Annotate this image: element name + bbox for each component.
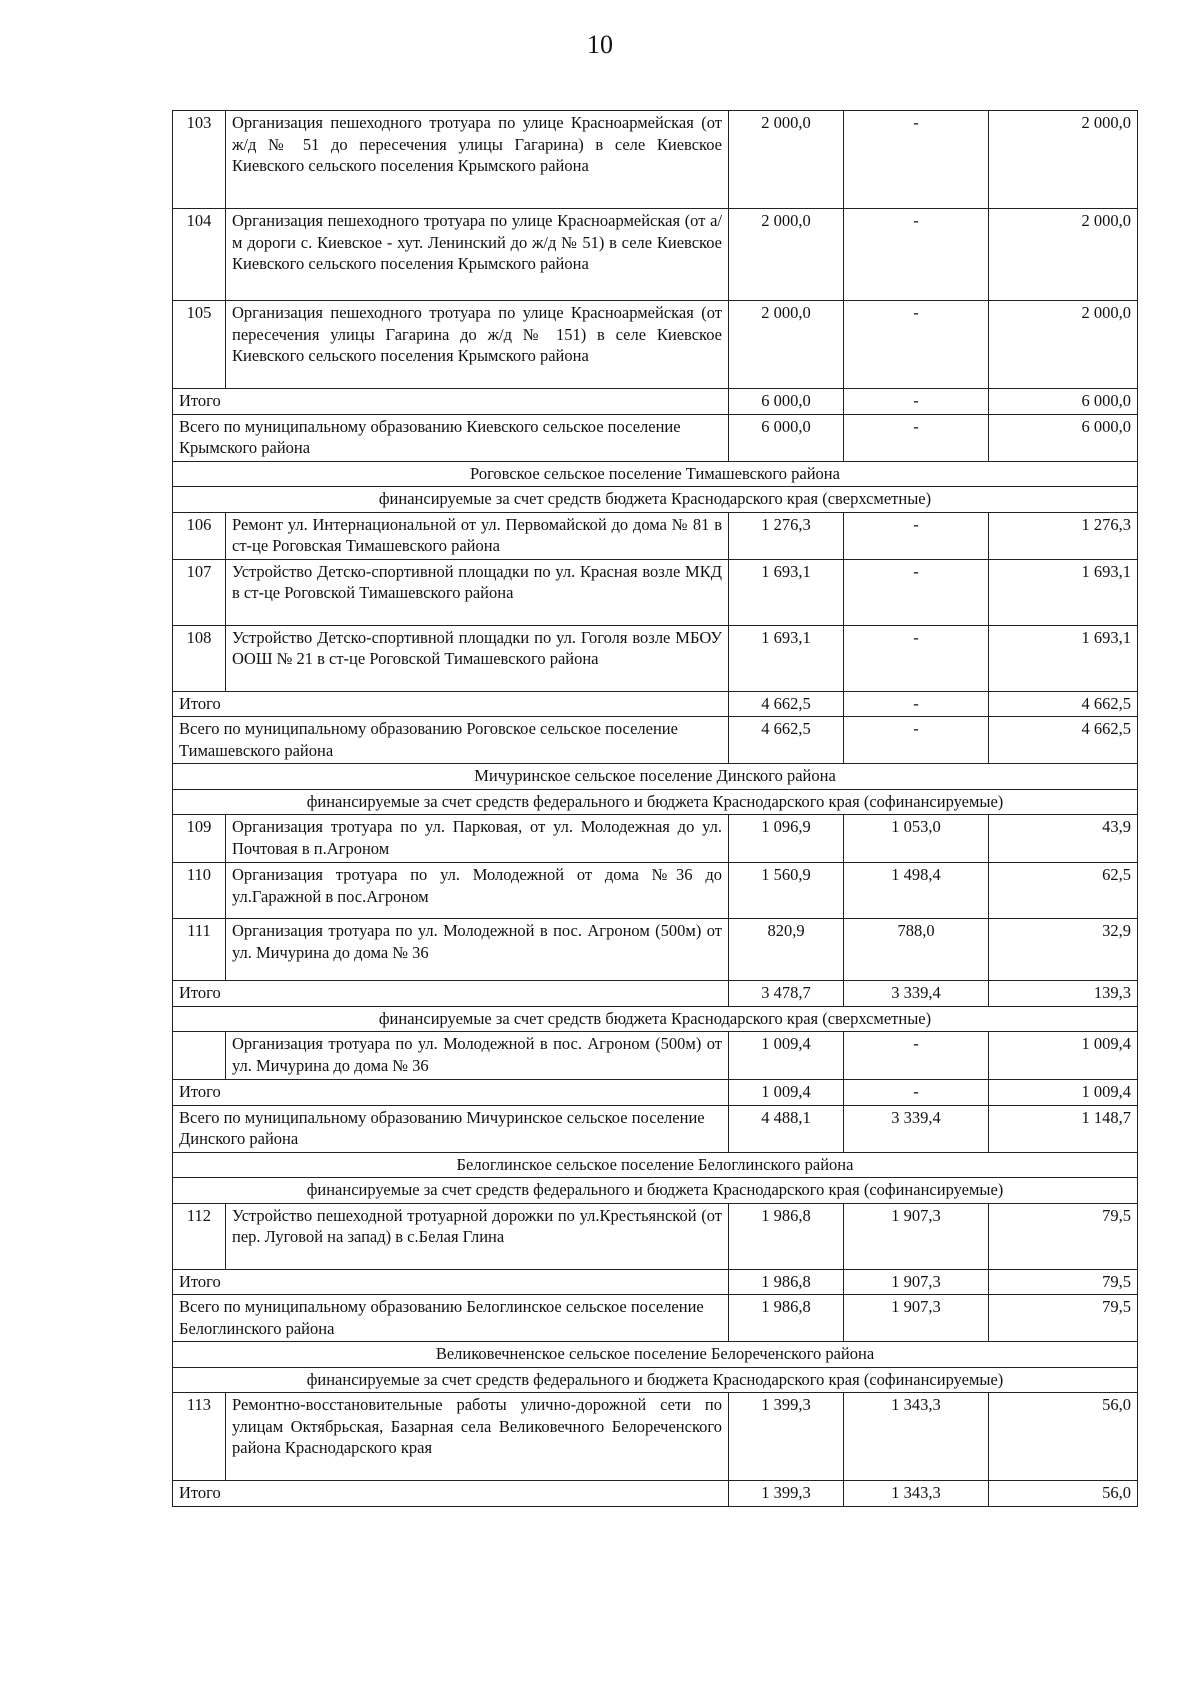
amount-total: 820,9 xyxy=(729,919,844,981)
total-row xyxy=(173,691,1138,717)
amount-regional: 1 148,7 xyxy=(989,1105,1138,1152)
amount-federal: 1 343,3 xyxy=(844,1481,989,1507)
amount-total: 2 000,0 xyxy=(729,209,844,301)
total-row xyxy=(173,1269,1138,1295)
amount-total: 6 000,0 xyxy=(729,389,844,415)
section-title: Белоглинское сельское поселение Белоглинского района xyxy=(173,1152,1138,1178)
table-row xyxy=(173,625,1138,691)
amount-regional: 32,9 xyxy=(989,919,1138,981)
amount-regional: 1 009,4 xyxy=(989,1080,1138,1106)
section-header-row xyxy=(173,764,1138,790)
amount-regional: 139,3 xyxy=(989,981,1138,1007)
funding-source-title: финансируемые за счет средств федерального и бюджета Краснодарского края (софинансируемые) xyxy=(173,789,1138,815)
budget-table xyxy=(172,110,1138,1507)
page-number: 10 xyxy=(587,30,613,59)
funding-source-row xyxy=(173,487,1138,513)
item-description: Устройство пешеходной тротуарной дорожки по ул.Крестьянской (от пер. Луговой на запад) в с.Белая Глина xyxy=(226,1203,729,1269)
amount-total: 1 276,3 xyxy=(729,512,844,559)
amount-regional: 56,0 xyxy=(989,1393,1138,1481)
amount-total: 1 096,9 xyxy=(729,815,844,863)
total-row xyxy=(173,717,1138,764)
amount-regional: 1 009,4 xyxy=(989,1032,1138,1080)
amount-federal: - xyxy=(844,691,989,717)
amount-total: 1 693,1 xyxy=(729,559,844,625)
table-row xyxy=(173,815,1138,863)
amount-regional: 2 000,0 xyxy=(989,111,1138,209)
item-number: 111 xyxy=(173,919,226,981)
amount-regional: 4 662,5 xyxy=(989,691,1138,717)
item-number xyxy=(173,1032,226,1080)
total-row xyxy=(173,414,1138,461)
total-row xyxy=(173,1481,1138,1507)
amount-federal: 1 498,4 xyxy=(844,863,989,919)
amount-regional: 62,5 xyxy=(989,863,1138,919)
amount-federal: - xyxy=(844,1080,989,1106)
amount-federal: - xyxy=(844,414,989,461)
amount-federal: 1 053,0 xyxy=(844,815,989,863)
amount-federal: - xyxy=(844,1032,989,1080)
item-number: 110 xyxy=(173,863,226,919)
item-description: Организация пешеходного тротуара по улице Красноармейская (от а/м дороги с. Киевское - хут. Ленинский до ж/д № 51) в селе Киевское Киевского сельского поселения Крымского района xyxy=(226,209,729,301)
amount-federal: - xyxy=(844,559,989,625)
total-label: Всего по муниципальному образованию Мичуринское сельское поселение Динского района xyxy=(173,1105,729,1152)
amount-total: 1 399,3 xyxy=(729,1393,844,1481)
table-row xyxy=(173,863,1138,919)
item-description: Устройство Детско-спортивной площадки по ул. Гоголя возле МБОУ ООШ № 21 в ст-це Роговской Тимашевского района xyxy=(226,625,729,691)
amount-federal: 788,0 xyxy=(844,919,989,981)
amount-regional: 1 693,1 xyxy=(989,559,1138,625)
table-row xyxy=(173,301,1138,389)
amount-regional: 79,5 xyxy=(989,1295,1138,1342)
amount-total: 2 000,0 xyxy=(729,111,844,209)
total-row xyxy=(173,1080,1138,1106)
item-description: Организация тротуара по ул. Молодежной в пос. Агроном (500м) от ул. Мичурина до дома № 36 xyxy=(226,919,729,981)
item-number: 113 xyxy=(173,1393,226,1481)
amount-total: 6 000,0 xyxy=(729,414,844,461)
amount-federal: 1 907,3 xyxy=(844,1203,989,1269)
section-header-row xyxy=(173,1152,1138,1178)
item-description: Организация тротуара по ул. Молодежной в пос. Агроном (500м) от ул. Мичурина до дома № 36 xyxy=(226,1032,729,1080)
amount-regional: 79,5 xyxy=(989,1269,1138,1295)
amount-federal: 1 907,3 xyxy=(844,1269,989,1295)
amount-total: 1 986,8 xyxy=(729,1269,844,1295)
item-description: Ремонтно-восстановительные работы улично-дорожной сети по улицам Октябрьская, Базарная села Великовечного Белореченского района Краснодарского края xyxy=(226,1393,729,1481)
total-label: Всего по муниципальному образованию Роговское сельское поселение Тимашевского района xyxy=(173,717,729,764)
amount-federal: - xyxy=(844,111,989,209)
item-number: 106 xyxy=(173,512,226,559)
funding-source-title: финансируемые за счет средств бюджета Краснодарского края (сверхсметные) xyxy=(173,487,1138,513)
table-row xyxy=(173,1032,1138,1080)
amount-total: 1 009,4 xyxy=(729,1032,844,1080)
table-row xyxy=(173,512,1138,559)
table-row xyxy=(173,1203,1138,1269)
item-number: 104 xyxy=(173,209,226,301)
section-header-row xyxy=(173,1342,1138,1368)
amount-regional: 6 000,0 xyxy=(989,414,1138,461)
amount-regional: 79,5 xyxy=(989,1203,1138,1269)
item-description: Организация тротуара по ул. Молодежной от дома №36 до ул.Гаражной в пос.Агроном xyxy=(226,863,729,919)
funding-source-title: финансируемые за счет средств бюджета Краснодарского края (сверхсметные) xyxy=(173,1006,1138,1032)
item-description: Организация тротуара по ул. Парковая, от ул. Молодежная до ул. Почтовая в п.Агроном xyxy=(226,815,729,863)
amount-federal: 1 343,3 xyxy=(844,1393,989,1481)
item-number: 107 xyxy=(173,559,226,625)
amount-federal: - xyxy=(844,209,989,301)
amount-federal: 1 907,3 xyxy=(844,1295,989,1342)
total-label: Всего по муниципальному образованию Белоглинское сельское поселение Белоглинского района xyxy=(173,1295,729,1342)
table-row xyxy=(173,1393,1138,1481)
amount-federal: - xyxy=(844,625,989,691)
total-label: Итого xyxy=(173,389,729,415)
item-number: 109 xyxy=(173,815,226,863)
item-number: 105 xyxy=(173,301,226,389)
amount-total: 2 000,0 xyxy=(729,301,844,389)
total-label: Итого xyxy=(173,1481,729,1507)
table-row xyxy=(173,111,1138,209)
amount-federal: 3 339,4 xyxy=(844,981,989,1007)
amount-total: 4 488,1 xyxy=(729,1105,844,1152)
funding-source-title: финансируемые за счет средств федерального и бюджета Краснодарского края (софинансируемые) xyxy=(173,1178,1138,1204)
funding-source-title: финансируемые за счет средств федерального и бюджета Краснодарского края (софинансируемые) xyxy=(173,1367,1138,1393)
amount-total: 1 399,3 xyxy=(729,1481,844,1507)
item-description: Устройство Детско-спортивной площадки по ул. Красная возле МКД в ст-це Роговской Тимашевского района xyxy=(226,559,729,625)
amount-regional: 43,9 xyxy=(989,815,1138,863)
item-description: Организация пешеходного тротуара по улице Красноармейская (от пересечения улицы Гагарина до ж/д № 151) в селе Киевское Киевского сельского поселения Крымского района xyxy=(226,301,729,389)
amount-regional: 1 693,1 xyxy=(989,625,1138,691)
amount-total: 1 009,4 xyxy=(729,1080,844,1106)
total-row xyxy=(173,981,1138,1007)
total-label: Итого xyxy=(173,981,729,1007)
amount-regional: 6 000,0 xyxy=(989,389,1138,415)
amount-regional: 2 000,0 xyxy=(989,301,1138,389)
table-row xyxy=(173,209,1138,301)
amount-federal: - xyxy=(844,512,989,559)
amount-total: 1 986,8 xyxy=(729,1295,844,1342)
total-label: Всего по муниципальному образованию Киевского сельское поселение Крымского района xyxy=(173,414,729,461)
amount-regional: 1 276,3 xyxy=(989,512,1138,559)
amount-federal: 3 339,4 xyxy=(844,1105,989,1152)
item-description: Организация пешеходного тротуара по улице Красноармейская (от ж/д № 51 до пересечения улицы Гагарина) в селе Киевское Киевского сельского поселения Крымского района xyxy=(226,111,729,209)
section-title: Роговское сельское поселение Тимашевского района xyxy=(173,461,1138,487)
funding-source-row xyxy=(173,1006,1138,1032)
amount-total: 1 693,1 xyxy=(729,625,844,691)
item-number: 103 xyxy=(173,111,226,209)
total-label: Итого xyxy=(173,1080,729,1106)
amount-federal: - xyxy=(844,717,989,764)
table-row xyxy=(173,559,1138,625)
section-title: Мичуринское сельское поселение Динского района xyxy=(173,764,1138,790)
amount-total: 4 662,5 xyxy=(729,691,844,717)
total-row xyxy=(173,389,1138,415)
budget-table-body xyxy=(173,111,1138,1507)
item-number: 112 xyxy=(173,1203,226,1269)
amount-federal: - xyxy=(844,301,989,389)
total-row xyxy=(173,1295,1138,1342)
amount-regional: 56,0 xyxy=(989,1481,1138,1507)
amount-regional: 4 662,5 xyxy=(989,717,1138,764)
amount-total: 1 986,8 xyxy=(729,1203,844,1269)
funding-source-row xyxy=(173,1367,1138,1393)
funding-source-row xyxy=(173,789,1138,815)
table-row xyxy=(173,919,1138,981)
amount-total: 3 478,7 xyxy=(729,981,844,1007)
funding-source-row xyxy=(173,1178,1138,1204)
section-header-row xyxy=(173,461,1138,487)
amount-total: 1 560,9 xyxy=(729,863,844,919)
item-number: 108 xyxy=(173,625,226,691)
item-description: Ремонт ул. Интернациональной от ул. Первомайской до дома № 81 в ст-це Роговская Тимашевского района xyxy=(226,512,729,559)
amount-regional: 2 000,0 xyxy=(989,209,1138,301)
total-label: Итого xyxy=(173,691,729,717)
section-title: Великовечненское сельское поселение Белореченского района xyxy=(173,1342,1138,1368)
total-row xyxy=(173,1105,1138,1152)
amount-total: 4 662,5 xyxy=(729,717,844,764)
total-label: Итого xyxy=(173,1269,729,1295)
amount-federal: - xyxy=(844,389,989,415)
